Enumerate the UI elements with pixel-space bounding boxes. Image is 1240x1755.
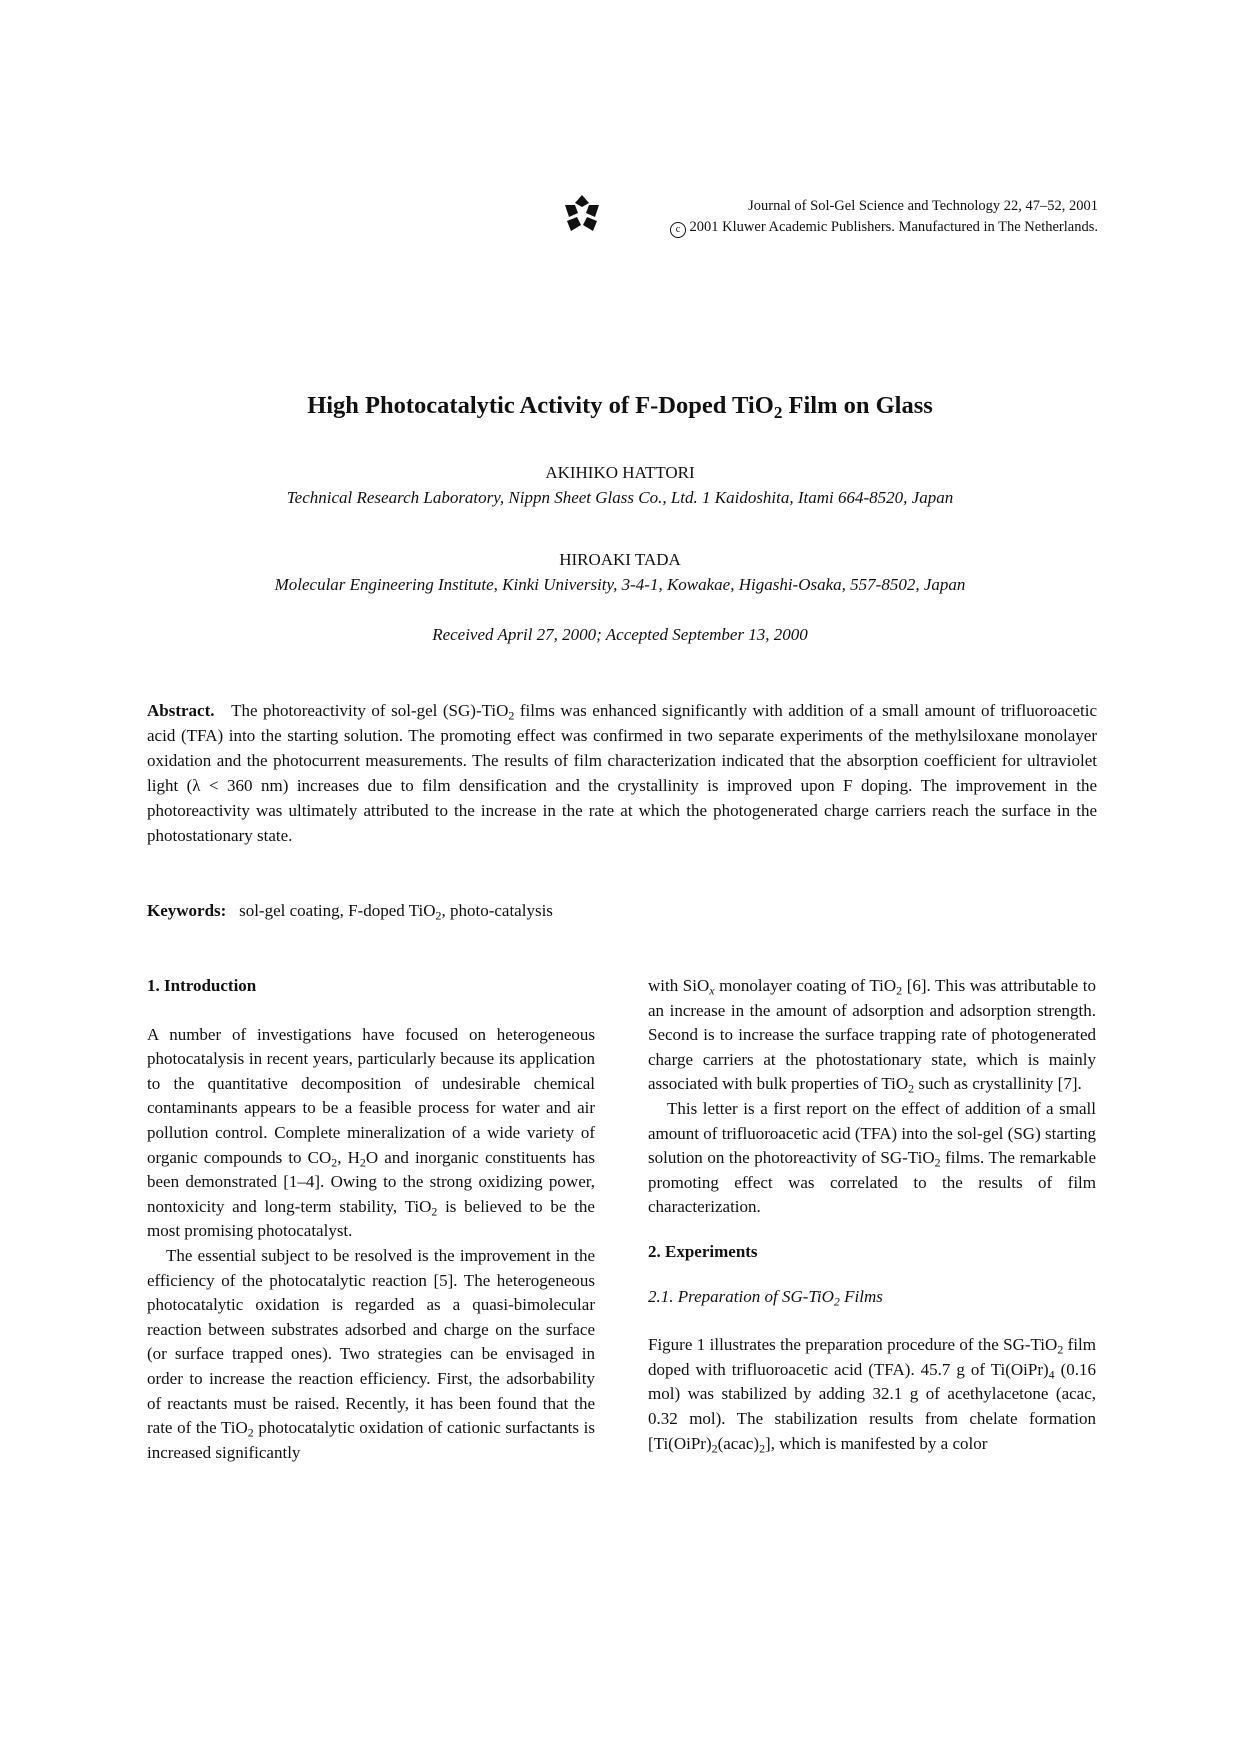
- section-heading-experiments: 2. Experiments: [648, 1241, 758, 1261]
- copyright-symbol-icon: c: [670, 222, 686, 238]
- right-paragraph-1: with SiO$_x$ monolayer coating of TiO$_2$ [6]. This was attributable to an increase in the amount of adsorption and adsorption strength. Second is to increase the surface trapping rate of photogenerated charge carriers at the photostationary state, which is mainly associated with bulk properties of TiO$_2$ such as crystallinity [7].: [648, 976, 1096, 1096]
- author-affiliation-1: Technical Research Laboratory, Nippn Sheet Glass Co., Ltd. 1 Kaidoshita, Itami 664-8520, Japan: [286, 488, 954, 507]
- abstract-label: Abstract.: [147, 701, 215, 720]
- subsection-heading-preparation: 2.1. Preparation of SG-TiO$_2$ Films: [648, 1286, 883, 1309]
- received-accepted-dates: Received April 27, 2000; Accepted September 13, 2000: [432, 625, 808, 644]
- section-heading-introduction: 1. Introduction: [147, 976, 257, 995]
- journal-citation: Journal of Sol-Gel Science and Technology 22, 47–52, 2001: [748, 198, 1098, 214]
- intro-paragraph-2: The essential subject to be resolved is the improvement in the efficiency of the photocatalytic reaction [5]. The heterogeneous photocatalytic oxidation is regarded as a quasi-bimolecular reaction between substrates adsorbed and charge on the surface (or surface trapped ones). Two strategies can be envisaged in order to increase the reaction efficiency. First, the adsorbability of reactants must be raised. Recently, it has been found that the rate of the TiO$_2$ photocatalytic oxidation of cationic surfactants is increased significantly: [147, 1245, 595, 1462]
- right-column: [648, 974, 1096, 1456]
- author-name-2: HIROAKI TADA: [559, 550, 681, 569]
- abstract: Abstract. The photoreactivity of sol-gel (SG)-TiO$_2$ films was enhanced significantly with addition of a small amount of trifluoroacetic acid (TFA) into the starting solution. The promoting effect was confirmed in two separate experiments of the methylsiloxane monolayer oxidation and the photocurrent measurements. The results of film characterization indicated that the absorption coefficient for ultraviolet light (λ < 360 nm) increases due to film densification and the crystallinity is improved upon F doping. The improvement in the photoreactivity was ultimately attributed to the increase in the rate at which the photogenerated charge carriers reach the surface in the photostationary state.: [147, 701, 1097, 845]
- left-column: [147, 974, 595, 1465]
- keywords-label: Keywords:: [147, 901, 227, 920]
- right-paragraph-2: This letter is a first report on the effect of addition of a small amount of trifluoroacetic acid (TFA) into the sol-gel (SG) starting solution on the photoreactivity of SG-TiO$_2$ films. The remarkable promoting effect was correlated to the results of film characterization.: [648, 1098, 1096, 1217]
- journal-header: [563, 196, 1098, 238]
- author-name-1: AKIHIKO HATTORI: [545, 463, 695, 482]
- keywords: Keywords: sol-gel coating, F-doped TiO$_2$, photo-catalysis: [147, 901, 553, 923]
- copyright-line: c 2001 Kluwer Academic Publishers. Manufactured in The Netherlands.: [563, 217, 1098, 238]
- intro-paragraph-1: A number of investigations have focused on heterogeneous photocatalysis in recent years, particularly because its application to the quantitative decomposition of undesirable chemical contaminants appears to be a feasible process for water and air pollution control. Complete mineralization of a wide variety of organic compounds to $CO_2$, $H_2O$ and inorganic constituents has been demonstrated [1–4]. Owing to the strong oxidizing power, nontoxicity and long-term stability, TiO$_2$ is believed to be the most promising photocatalyst.: [147, 1024, 595, 1241]
- right-paragraph-3: Figure 1 illustrates the preparation procedure of the SG-TiO$_2$ film doped with trifluoroacetic acid (TFA). 45.7 g of $Ti(OiPr)_4$ (0.16 mol) was stabilized by adding 32.1 g of acethylacetone (acac, 0.32 mol). The stabilization results from chelate formation $[Ti(OiPr)_2(acac)_2]$, which is manifested by a color: [648, 1335, 1096, 1456]
- author-affiliation-2: Molecular Engineering Institute, Kinki University, 3-4-1, Kowakae, Higashi-Osaka, 557-8502, Japan: [274, 575, 966, 594]
- paper-title: High Photocatalytic Activity of F-Doped TiO$_2$ Film on Glass: [307, 392, 933, 423]
